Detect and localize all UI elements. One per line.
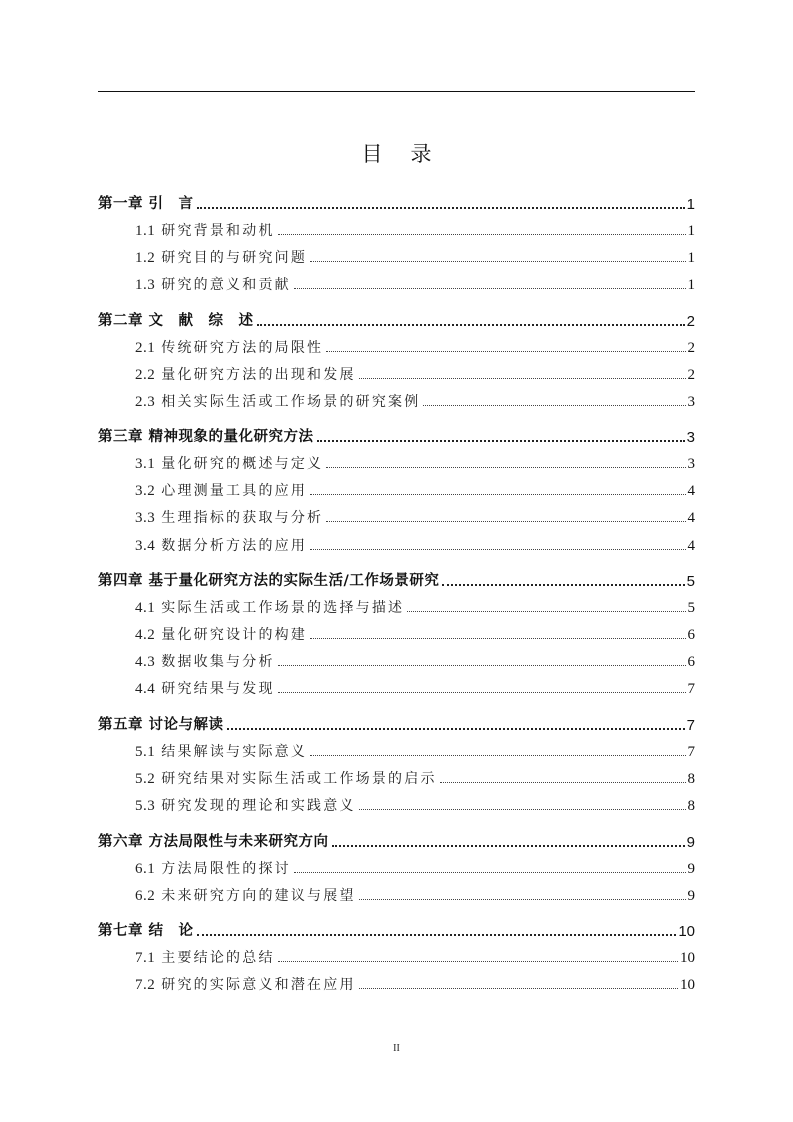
section-label: 研究发现的理论和实践意义 bbox=[161, 798, 356, 814]
section-number: 3.4 bbox=[135, 538, 156, 554]
section-title bbox=[135, 741, 307, 761]
section-label: 相关实际生活或工作场景的研究案例 bbox=[161, 394, 421, 410]
section-label: 方法局限性的探讨 bbox=[161, 861, 291, 877]
page-number: 7 bbox=[687, 744, 695, 760]
chapter-title: 第七章 结 论 bbox=[98, 923, 194, 939]
dot-leader bbox=[423, 405, 685, 406]
dot-leader bbox=[440, 782, 686, 783]
dot-leader bbox=[326, 351, 685, 352]
page-number: 3 bbox=[687, 394, 695, 410]
dot-leader bbox=[407, 611, 685, 612]
section-label: 量化研究方法的出现和发展 bbox=[161, 367, 356, 383]
page-number: 9 bbox=[686, 834, 695, 851]
section-title bbox=[135, 795, 356, 815]
section-label: 量化研究设计的构建 bbox=[161, 627, 308, 643]
toc-section-entry[interactable] bbox=[98, 453, 695, 473]
section-title bbox=[135, 651, 275, 671]
toc-section-entry[interactable] bbox=[98, 768, 695, 788]
section-label: 量化研究的概述与定义 bbox=[161, 456, 324, 472]
section-label: 结果解读与实际意义 bbox=[161, 744, 308, 760]
page-number: 7 bbox=[686, 717, 695, 734]
section-title bbox=[135, 624, 307, 644]
section-title bbox=[135, 947, 275, 967]
dot-leader bbox=[278, 692, 686, 693]
page-number: 10 bbox=[678, 923, 695, 940]
page-number: 10 bbox=[680, 950, 695, 966]
toc-chapter-entry[interactable] bbox=[98, 570, 695, 590]
page-number: 2 bbox=[686, 313, 695, 330]
dot-leader bbox=[310, 638, 685, 639]
section-number: 2.2 bbox=[135, 367, 156, 383]
page-number: 9 bbox=[687, 888, 695, 904]
section-number: 4.1 bbox=[135, 600, 156, 616]
chapter-title: 第六章 方法局限性与未来研究方向 bbox=[98, 834, 329, 850]
section-label: 传统研究方法的局限性 bbox=[161, 340, 324, 356]
section-label: 实际生活或工作场景的选择与描述 bbox=[161, 600, 405, 616]
chapter-title: 第一章 引 言 bbox=[98, 196, 194, 212]
chapter-title: 第二章 文 献 综 述 bbox=[98, 313, 254, 329]
section-title bbox=[135, 247, 307, 267]
dot-leader bbox=[326, 521, 685, 522]
section-number: 6.1 bbox=[135, 861, 156, 877]
toc-chapter-entry[interactable] bbox=[98, 831, 695, 851]
page-title: 目录 bbox=[361, 142, 460, 166]
toc-section-entry[interactable] bbox=[98, 274, 695, 294]
toc-section-entry[interactable] bbox=[98, 364, 695, 384]
toc-section-entry[interactable] bbox=[98, 535, 695, 555]
chapter-title: 第四章 基于量化研究方法的实际生活/工作场景研究 bbox=[98, 573, 440, 589]
toc-chapter-entry[interactable] bbox=[98, 193, 695, 213]
section-title bbox=[135, 391, 420, 411]
section-number: 4.3 bbox=[135, 654, 156, 670]
toc-section-entry[interactable] bbox=[98, 651, 695, 671]
section-label: 未来研究方向的建议与展望 bbox=[161, 888, 356, 904]
toc-chapter-entry[interactable] bbox=[98, 310, 695, 330]
section-number: 3.1 bbox=[135, 456, 156, 472]
section-label: 数据分析方法的应用 bbox=[161, 538, 308, 554]
page-number: 1 bbox=[687, 250, 695, 266]
toc-chapter-entry[interactable] bbox=[98, 426, 695, 446]
section-number: 2.3 bbox=[135, 394, 156, 410]
section-title bbox=[135, 535, 307, 555]
section-label: 研究背景和动机 bbox=[161, 223, 275, 239]
dot-leader bbox=[257, 324, 685, 326]
page-number: 3 bbox=[687, 456, 695, 472]
dot-leader bbox=[310, 755, 685, 756]
section-label: 研究的意义和贡献 bbox=[161, 277, 291, 293]
toc-section-entry[interactable] bbox=[98, 247, 695, 267]
dot-leader bbox=[310, 261, 685, 262]
section-number: 5.3 bbox=[135, 798, 156, 814]
page-number: 8 bbox=[687, 798, 695, 814]
dot-leader bbox=[227, 728, 685, 730]
toc-section-entry[interactable] bbox=[98, 391, 695, 411]
toc-section-entry[interactable] bbox=[98, 337, 695, 357]
page-number: 3 bbox=[686, 429, 695, 446]
page-number: 9 bbox=[687, 861, 695, 877]
dot-leader bbox=[442, 584, 684, 586]
dot-leader bbox=[278, 665, 686, 666]
section-number: 2.1 bbox=[135, 340, 156, 356]
dot-leader bbox=[326, 467, 685, 468]
dot-leader bbox=[197, 207, 685, 209]
dot-leader bbox=[197, 934, 677, 936]
dot-leader bbox=[359, 988, 678, 989]
section-label: 数据收集与分析 bbox=[161, 654, 275, 670]
section-number: 1.3 bbox=[135, 277, 156, 293]
page-number: 2 bbox=[687, 367, 695, 383]
section-number: 4.2 bbox=[135, 627, 156, 643]
section-label: 研究结果对实际生活或工作场景的启示 bbox=[161, 771, 437, 787]
toc-section-entry[interactable] bbox=[98, 220, 695, 240]
toc-section-entry[interactable] bbox=[98, 678, 695, 698]
dot-leader bbox=[310, 494, 685, 495]
toc-section-entry[interactable] bbox=[98, 624, 695, 644]
toc-section-entry[interactable] bbox=[98, 507, 695, 527]
dot-leader bbox=[294, 872, 686, 873]
section-label: 研究的实际意义和潜在应用 bbox=[161, 977, 356, 993]
section-number: 5.2 bbox=[135, 771, 156, 787]
dot-leader bbox=[294, 288, 686, 289]
section-title bbox=[135, 453, 323, 473]
footer-page-number: II bbox=[393, 1043, 400, 1054]
dot-leader bbox=[278, 961, 678, 962]
toc-section-entry[interactable] bbox=[98, 795, 695, 815]
page-number: 4 bbox=[687, 483, 695, 499]
section-label: 主要结论的总结 bbox=[161, 950, 275, 966]
page-number: 7 bbox=[687, 681, 695, 697]
section-title bbox=[135, 768, 437, 788]
section-title bbox=[135, 220, 275, 240]
page-number: 5 bbox=[687, 600, 695, 616]
section-number: 5.1 bbox=[135, 744, 156, 760]
dot-leader bbox=[359, 378, 686, 379]
section-label: 研究目的与研究问题 bbox=[161, 250, 308, 266]
section-label: 生理指标的获取与分析 bbox=[161, 510, 324, 526]
section-number: 3.3 bbox=[135, 510, 156, 526]
page-number: 5 bbox=[686, 573, 695, 590]
section-title bbox=[135, 678, 275, 698]
section-title bbox=[135, 974, 356, 994]
toc-section-entry[interactable] bbox=[98, 974, 695, 994]
dot-leader bbox=[310, 549, 685, 550]
section-title bbox=[135, 364, 356, 384]
page-number: 4 bbox=[687, 510, 695, 526]
section-label: 研究结果与发现 bbox=[161, 681, 275, 697]
section-number: 7.2 bbox=[135, 977, 156, 993]
section-number: 1.1 bbox=[135, 223, 156, 239]
toc-section-entry[interactable] bbox=[98, 947, 695, 967]
section-title bbox=[135, 337, 323, 357]
toc-chapter-entry[interactable] bbox=[98, 920, 695, 940]
page-number: 4 bbox=[687, 538, 695, 554]
page-number: 2 bbox=[687, 340, 695, 356]
section-number: 3.2 bbox=[135, 483, 156, 499]
page-number: 1 bbox=[687, 223, 695, 239]
section-number: 4.4 bbox=[135, 681, 156, 697]
chapter-title: 第三章 精神现象的量化研究方法 bbox=[98, 429, 314, 445]
toc-section-entry[interactable] bbox=[98, 741, 695, 761]
dot-leader bbox=[317, 440, 685, 442]
page-number: 6 bbox=[687, 654, 695, 670]
toc-section-entry[interactable] bbox=[98, 597, 695, 617]
dot-leader bbox=[332, 845, 685, 847]
section-title bbox=[135, 274, 291, 294]
dot-leader bbox=[278, 234, 686, 235]
section-title bbox=[135, 597, 404, 617]
page-number: 10 bbox=[680, 977, 695, 993]
dot-leader bbox=[359, 899, 686, 900]
toc-chapter-entry[interactable] bbox=[98, 714, 695, 734]
chapter-title: 第五章 讨论与解读 bbox=[98, 717, 224, 733]
page-number: 6 bbox=[687, 627, 695, 643]
section-number: 7.1 bbox=[135, 950, 156, 966]
toc-section-entry[interactable] bbox=[98, 480, 695, 500]
toc-section-entry[interactable] bbox=[98, 858, 695, 878]
page-number: 1 bbox=[687, 277, 695, 293]
header-rule bbox=[98, 91, 695, 92]
dot-leader bbox=[359, 809, 686, 810]
section-title bbox=[135, 507, 323, 527]
section-number: 6.2 bbox=[135, 888, 156, 904]
section-title bbox=[135, 885, 356, 905]
page-number: 1 bbox=[686, 196, 695, 213]
section-number: 1.2 bbox=[135, 250, 156, 266]
section-title bbox=[135, 480, 307, 500]
toc-section-entry[interactable] bbox=[98, 885, 695, 905]
section-label: 心理测量工具的应用 bbox=[161, 483, 308, 499]
page-number: 8 bbox=[687, 771, 695, 787]
section-title bbox=[135, 858, 291, 878]
